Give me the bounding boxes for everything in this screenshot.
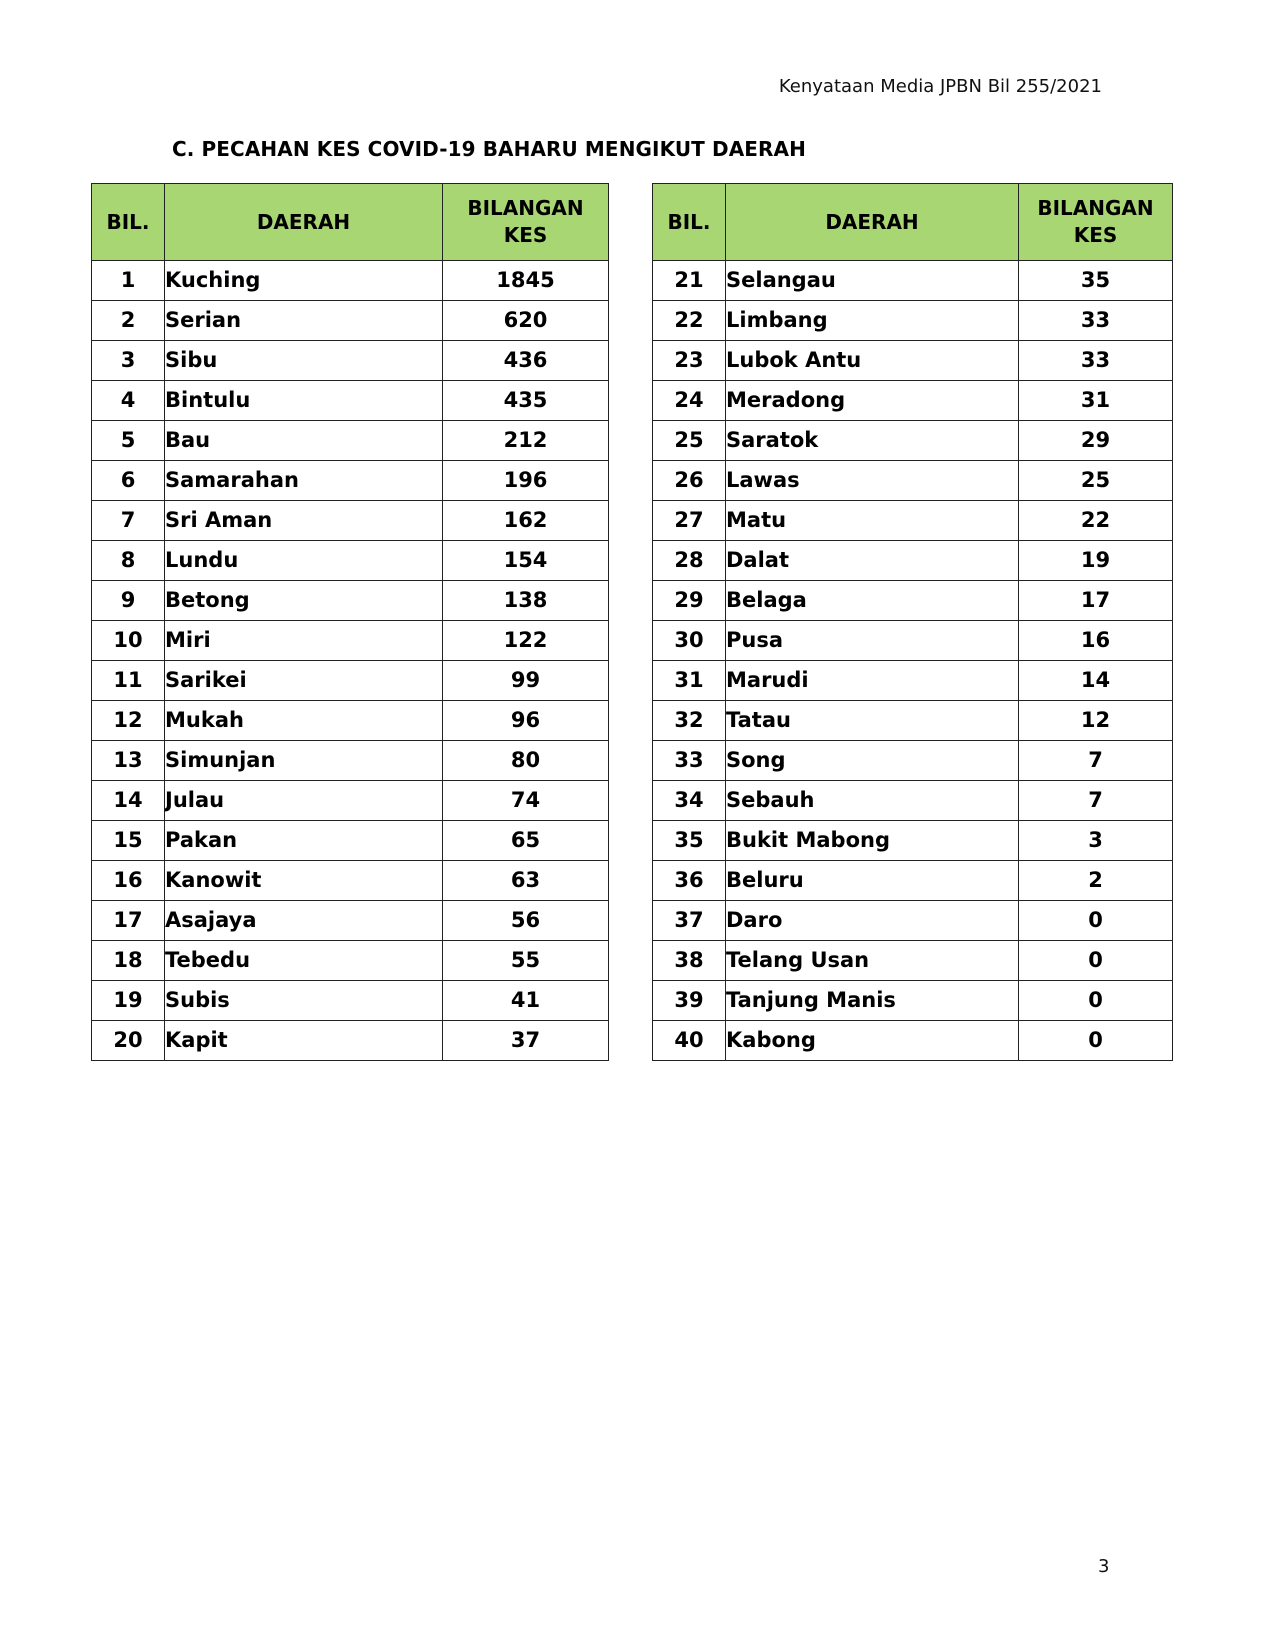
row-number: 33 (653, 741, 726, 781)
table-row (653, 1021, 1173, 1061)
district-name: Subis (165, 981, 443, 1021)
district-name: Simunjan (165, 741, 443, 781)
row-number: 22 (653, 301, 726, 341)
row-number: 19 (92, 981, 165, 1021)
row-number: 28 (653, 541, 726, 581)
row-number: 14 (92, 781, 165, 821)
row-number: 3 (92, 341, 165, 381)
district-name: Dalat (726, 541, 1019, 581)
district-name: Julau (165, 781, 443, 821)
case-count: 63 (443, 861, 609, 901)
row-number: 8 (92, 541, 165, 581)
table-row (92, 421, 609, 461)
district-name: Song (726, 741, 1019, 781)
case-count: 435 (443, 381, 609, 421)
table-row (653, 981, 1173, 1021)
row-number: 21 (653, 261, 726, 301)
table-row (653, 341, 1173, 381)
row-number: 4 (92, 381, 165, 421)
district-name: Mukah (165, 701, 443, 741)
table-row (92, 941, 609, 981)
district-name: Sarikei (165, 661, 443, 701)
header-kes: KES (1073, 223, 1118, 247)
row-number: 40 (653, 1021, 726, 1061)
district-name: Lawas (726, 461, 1019, 501)
case-count: 37 (443, 1021, 609, 1061)
district-name: Samarahan (165, 461, 443, 501)
case-count: 31 (1019, 381, 1173, 421)
table-row (653, 821, 1173, 861)
row-number: 17 (92, 901, 165, 941)
case-count: 0 (1019, 1021, 1173, 1061)
table-row (653, 301, 1173, 341)
case-count: 154 (443, 541, 609, 581)
table-row (92, 541, 609, 581)
row-number: 36 (653, 861, 726, 901)
table-row (92, 861, 609, 901)
table-row (92, 781, 609, 821)
district-name: Saratok (726, 421, 1019, 461)
district-name: Limbang (726, 301, 1019, 341)
district-name: Kabong (726, 1021, 1019, 1061)
district-name: Miri (165, 621, 443, 661)
case-count: 16 (1019, 621, 1173, 661)
table-row (653, 421, 1173, 461)
table-row (653, 741, 1173, 781)
district-table-left (91, 183, 609, 1061)
table-row (92, 701, 609, 741)
row-number: 1 (92, 261, 165, 301)
case-count: 7 (1019, 781, 1173, 821)
row-number: 38 (653, 941, 726, 981)
row-number: 13 (92, 741, 165, 781)
case-count: 80 (443, 741, 609, 781)
table-header-row (92, 184, 609, 261)
row-number: 18 (92, 941, 165, 981)
district-name: Sibu (165, 341, 443, 381)
table-row (653, 541, 1173, 581)
case-count: 196 (443, 461, 609, 501)
district-name: Daro (726, 901, 1019, 941)
district-name: Beluru (726, 861, 1019, 901)
case-count: 55 (443, 941, 609, 981)
district-name: Tebedu (165, 941, 443, 981)
row-number: 9 (92, 581, 165, 621)
row-number: 5 (92, 421, 165, 461)
table-row (92, 621, 609, 661)
table-row (653, 941, 1173, 981)
header-daerah: DAERAH (726, 184, 1019, 261)
row-number: 26 (653, 461, 726, 501)
header-kes: KES (503, 223, 548, 247)
row-number: 2 (92, 301, 165, 341)
case-count: 56 (443, 901, 609, 941)
row-number: 24 (653, 381, 726, 421)
table-row (653, 661, 1173, 701)
table-row (653, 781, 1173, 821)
table-row (653, 461, 1173, 501)
header-bilangan-kes (443, 184, 609, 261)
row-number: 23 (653, 341, 726, 381)
table-row (92, 341, 609, 381)
case-count: 14 (1019, 661, 1173, 701)
row-number: 32 (653, 701, 726, 741)
district-name: Tanjung Manis (726, 981, 1019, 1021)
page-number: 3 (1098, 1556, 1110, 1577)
district-name: Bintulu (165, 381, 443, 421)
case-count: 25 (1019, 461, 1173, 501)
table-row (92, 381, 609, 421)
district-table-right (652, 183, 1173, 1061)
table-row (92, 461, 609, 501)
case-count: 33 (1019, 301, 1173, 341)
district-name: Telang Usan (726, 941, 1019, 981)
case-count: 436 (443, 341, 609, 381)
table-row (92, 981, 609, 1021)
case-count: 0 (1019, 941, 1173, 981)
case-count: 620 (443, 301, 609, 341)
case-count: 41 (443, 981, 609, 1021)
district-name: Tatau (726, 701, 1019, 741)
row-number: 29 (653, 581, 726, 621)
table-row (92, 501, 609, 541)
case-count: 3 (1019, 821, 1173, 861)
district-name: Kapit (165, 1021, 443, 1061)
case-count: 122 (443, 621, 609, 661)
district-name: Betong (165, 581, 443, 621)
table-row (653, 501, 1173, 541)
row-number: 20 (92, 1021, 165, 1061)
case-count: 162 (443, 501, 609, 541)
district-name: Selangau (726, 261, 1019, 301)
table-row (92, 901, 609, 941)
district-name: Sebauh (726, 781, 1019, 821)
header-bil: BIL. (92, 184, 165, 261)
case-count: 1845 (443, 261, 609, 301)
header-bilangan-kes (1019, 184, 1173, 261)
table-row (653, 861, 1173, 901)
case-count: 74 (443, 781, 609, 821)
district-name: Lubok Antu (726, 341, 1019, 381)
district-name: Sri Aman (165, 501, 443, 541)
case-count: 138 (443, 581, 609, 621)
row-number: 35 (653, 821, 726, 861)
row-number: 30 (653, 621, 726, 661)
case-count: 29 (1019, 421, 1173, 461)
table-row (92, 581, 609, 621)
case-count: 22 (1019, 501, 1173, 541)
case-count: 99 (443, 661, 609, 701)
row-number: 11 (92, 661, 165, 701)
document-reference: Kenyataan Media JPBN Bil 255/2021 (778, 76, 1102, 97)
row-number: 25 (653, 421, 726, 461)
row-number: 12 (92, 701, 165, 741)
district-name: Serian (165, 301, 443, 341)
row-number: 16 (92, 861, 165, 901)
case-count: 17 (1019, 581, 1173, 621)
case-count: 65 (443, 821, 609, 861)
table-row (653, 621, 1173, 661)
district-name: Pakan (165, 821, 443, 861)
district-name: Belaga (726, 581, 1019, 621)
district-name: Bukit Mabong (726, 821, 1019, 861)
case-count: 0 (1019, 901, 1173, 941)
table-row (653, 381, 1173, 421)
table-row (92, 661, 609, 701)
district-name: Bau (165, 421, 443, 461)
row-number: 34 (653, 781, 726, 821)
district-name: Meradong (726, 381, 1019, 421)
row-number: 39 (653, 981, 726, 1021)
table-row (92, 821, 609, 861)
header-bilangan: BILANGAN (467, 196, 584, 220)
district-name: Kuching (165, 261, 443, 301)
district-name: Lundu (165, 541, 443, 581)
row-number: 15 (92, 821, 165, 861)
row-number: 27 (653, 501, 726, 541)
case-count: 33 (1019, 341, 1173, 381)
table-row (92, 741, 609, 781)
table-row (92, 301, 609, 341)
district-name: Asajaya (165, 901, 443, 941)
case-count: 212 (443, 421, 609, 461)
row-number: 7 (92, 501, 165, 541)
district-name: Kanowit (165, 861, 443, 901)
district-name: Marudi (726, 661, 1019, 701)
table-row (653, 901, 1173, 941)
table-row (92, 1021, 609, 1061)
case-count: 7 (1019, 741, 1173, 781)
row-number: 10 (92, 621, 165, 661)
district-name: Matu (726, 501, 1019, 541)
case-count: 0 (1019, 981, 1173, 1021)
table-header-row (653, 184, 1173, 261)
table-row (653, 581, 1173, 621)
row-number: 6 (92, 461, 165, 501)
table-row (653, 701, 1173, 741)
row-number: 31 (653, 661, 726, 701)
case-count: 2 (1019, 861, 1173, 901)
case-count: 96 (443, 701, 609, 741)
case-count: 35 (1019, 261, 1173, 301)
header-bil: BIL. (653, 184, 726, 261)
case-count: 12 (1019, 701, 1173, 741)
district-name: Pusa (726, 621, 1019, 661)
header-bilangan: BILANGAN (1037, 196, 1154, 220)
section-title: C. PECAHAN KES COVID-19 BAHARU MENGIKUT DAERAH (172, 137, 806, 161)
header-daerah: DAERAH (165, 184, 443, 261)
table-row (653, 261, 1173, 301)
case-count: 19 (1019, 541, 1173, 581)
table-row (92, 261, 609, 301)
row-number: 37 (653, 901, 726, 941)
